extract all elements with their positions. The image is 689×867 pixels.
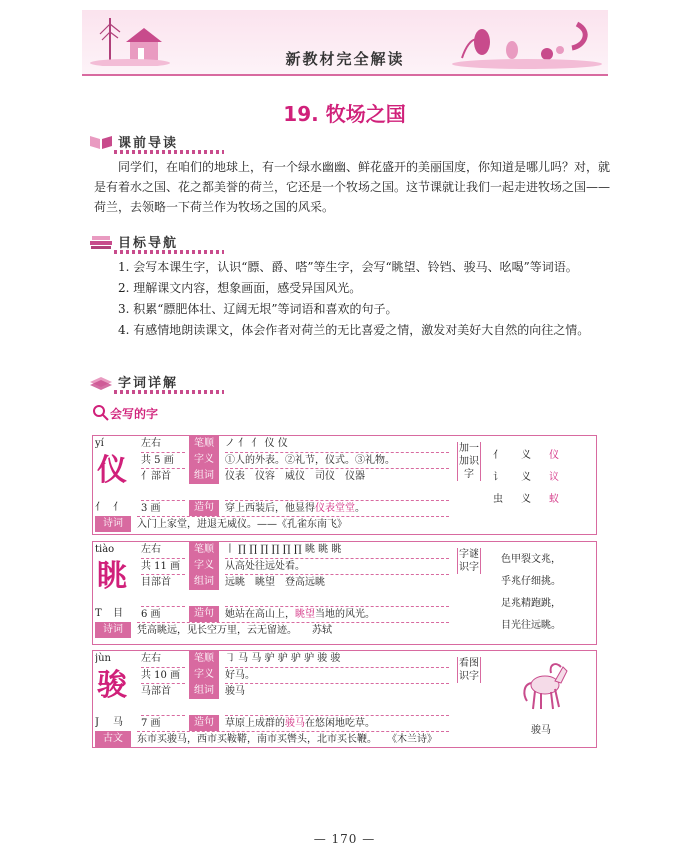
- radical-strokes: 3 画: [141, 500, 185, 517]
- riddle-line: 目光往远眺。: [501, 620, 561, 631]
- char-card-tiao: [92, 541, 597, 645]
- combine-result: 仪: [549, 450, 559, 461]
- combine-part: 虫: [493, 494, 503, 505]
- label-stroke-order: 笔顺: [189, 436, 219, 452]
- side-label: 字谜识字: [459, 549, 479, 573]
- sentence-part: 草原上成群的: [225, 718, 285, 729]
- word-list: 远眺 眺望 登高远眺: [225, 574, 449, 591]
- sentence-part: 当地的风光。: [315, 609, 375, 620]
- word-list: 骏马: [225, 683, 449, 700]
- section-preview-label: 课前导读: [118, 135, 179, 151]
- stroke-order: 丨 ∏ ∏ ∏ ∏ ∏ ∏ 眺 眺 眺: [225, 544, 342, 555]
- label-meaning: 字义: [189, 558, 219, 574]
- section-words-label: 字词详解: [118, 375, 179, 391]
- page-header: [82, 10, 608, 76]
- stack-icon: [88, 372, 114, 390]
- riddle-line: 足兆精跑跳，: [501, 598, 561, 609]
- word-list: 仪表 仪容 威仪 司仪 仪器: [225, 468, 449, 485]
- section-underline: [114, 390, 224, 394]
- stroke-count: 共 5 画: [141, 452, 185, 469]
- label-sentence: 造句: [189, 606, 219, 622]
- stroke-order: ㇆ 马 马 驴 驴 驴 驴 骏 骏: [225, 653, 341, 664]
- page-number: — 170 —: [313, 832, 376, 846]
- radical-name: 亻部首: [141, 468, 185, 485]
- label-stroke-order: 笔顺: [189, 651, 219, 667]
- radical-strokes: 7 画: [141, 715, 185, 732]
- riddle-line: 色甲裂文兆，: [501, 554, 561, 565]
- label-words: 组词: [189, 468, 219, 484]
- structure: 左右: [141, 438, 161, 449]
- goal-item: 2. 理解课文内容，想象画面，感受异国风光。: [118, 281, 362, 295]
- extra-quote: 入门上家堂，进退无威仪。——《孔雀东南飞》: [137, 516, 449, 533]
- goal-item: 4. 有感情地朗读课文，体会作者对荷兰的无比喜爱之情，激发对美好大自然的向往之情。: [118, 323, 590, 337]
- meaning: ①人的外表。②礼节，仪式。③礼物。: [225, 452, 449, 469]
- page-title: 19. 牧场之国: [283, 102, 406, 126]
- label-meaning: 字义: [189, 667, 219, 683]
- radical-index: T: [95, 608, 102, 619]
- goal-item: 1. 会写本课生字，认识“膘、爵、嗒”等生字，会写“眺望、铃铛、骏马、吆喝”等词语。: [118, 260, 578, 274]
- radical-strokes: 6 画: [141, 606, 185, 623]
- section-preview-heading: [88, 130, 178, 152]
- char-card-jun: [92, 650, 597, 748]
- radical-index: 亻: [95, 502, 105, 513]
- books-icon: [88, 232, 114, 250]
- pinyin: jùn: [95, 653, 111, 664]
- meaning: 从高处往远处看。: [225, 558, 449, 575]
- goal-item: 3. 积累“膘肥体壮、辽阔无垠”等词语和喜欢的句子。: [118, 302, 398, 316]
- label-sentence: 造句: [189, 500, 219, 516]
- meaning: 好马。: [225, 667, 449, 684]
- label-sentence: 造句: [189, 715, 219, 731]
- magnifier-icon: [92, 404, 110, 422]
- big-character: 仪: [97, 453, 127, 488]
- big-character: 骏: [97, 668, 127, 703]
- section-underline: [114, 150, 224, 154]
- example-sentence: [225, 715, 449, 732]
- pinyin: tiào: [95, 544, 115, 555]
- sentence-highlight: 仪表堂堂: [315, 503, 355, 514]
- horse-illustration: [515, 655, 575, 715]
- side-label: 加一加识字: [459, 443, 479, 480]
- label-words: 组词: [189, 574, 219, 590]
- header-title: 新教材完全解读: [285, 50, 405, 68]
- extra-quote: 东市买骏马，西市买鞍鞯，南市买辔头，北市买长鞭。 《木兰诗》: [137, 731, 449, 748]
- extra-quote: 凭高眺远，见长空万里，云无留迹。 苏轼: [137, 622, 449, 639]
- sentence-highlight: 骏马: [285, 718, 305, 729]
- intro-text: 同学们，在咱们的地球上，有一个绿水幽幽、鲜花盛开的美丽国度，你知道是哪儿吗？对，就是有着水之国、花之都美誉的荷兰，它还是一个牧场之国。这节课就让我们一起走进牧场之国——荷兰，去领略一下荷兰作为牧场之国的风采。: [94, 160, 611, 214]
- label-extra: 诗词: [95, 622, 131, 638]
- combine-part: 义: [521, 494, 531, 505]
- side-label: 看图识字: [459, 658, 479, 682]
- book-icon: [88, 132, 114, 150]
- combine-part: 讠: [493, 472, 503, 483]
- section-words-heading: [88, 370, 178, 392]
- sentence-highlight: 眺望: [295, 609, 315, 620]
- radical-char: 亻: [113, 502, 123, 513]
- label-extra: 诗词: [95, 516, 131, 532]
- riddle-line: 乎兆仔细挑。: [501, 576, 561, 587]
- section-goals-label: 目标导航: [118, 235, 179, 251]
- section-underline: [114, 250, 224, 254]
- radical-name: 马部首: [141, 683, 185, 700]
- stroke-count: 共 10 画: [141, 667, 185, 684]
- example-sentence: [225, 500, 449, 517]
- stroke-count: 共 11 画: [141, 558, 185, 575]
- sentence-part: 在悠闲地吃草。: [305, 718, 375, 729]
- structure: 左右: [141, 544, 161, 555]
- char-card-yi: [92, 435, 597, 535]
- combine-result: 蚁: [549, 494, 559, 505]
- label-extra: 古文: [95, 731, 131, 747]
- sentence-part: 她站在高山上，: [225, 609, 295, 620]
- radical-char: 马: [113, 717, 123, 728]
- goals-list: [94, 257, 614, 341]
- sentence-part: 。: [355, 503, 365, 514]
- radical-index: J: [95, 717, 100, 728]
- horse-caption: 骏马: [531, 725, 551, 736]
- pinyin: yí: [95, 438, 104, 449]
- subsection-label: 会写的字: [110, 406, 159, 421]
- structure: 左右: [141, 653, 161, 664]
- section-goals-heading: [88, 230, 178, 252]
- combine-part: 义: [521, 472, 531, 483]
- combine-part: 义: [521, 450, 531, 461]
- intro-paragraph: [94, 157, 614, 217]
- label-stroke-order: 笔顺: [189, 542, 219, 558]
- radical-name: 目部首: [141, 574, 185, 591]
- combine-result: 议: [549, 472, 559, 483]
- sentence-part: 穿上西装后，他显得: [225, 503, 315, 514]
- combine-part: 亻: [493, 450, 503, 461]
- big-character: 眺: [97, 559, 127, 594]
- radical-char: 目: [113, 608, 123, 619]
- stroke-order: ノ 亻 亻 仪 仪: [225, 438, 288, 449]
- combine-row: [493, 490, 589, 510]
- label-words: 组词: [189, 683, 219, 699]
- combine-row: [493, 446, 589, 466]
- combine-row: [493, 468, 589, 488]
- label-meaning: 字义: [189, 452, 219, 468]
- example-sentence: [225, 606, 449, 623]
- subsection-write-chars: [92, 404, 158, 422]
